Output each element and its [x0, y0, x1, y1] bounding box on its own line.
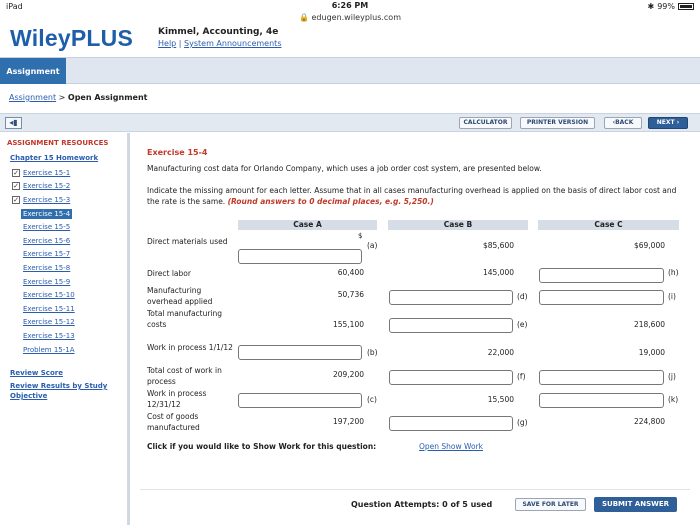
tag-g: (g) — [517, 418, 528, 427]
list-item[interactable] — [12, 329, 128, 343]
input-g[interactable] — [389, 416, 513, 431]
list-item[interactable] — [12, 316, 128, 330]
tab-bar — [0, 57, 700, 84]
checkbox-checked-icon: ✓ — [13, 195, 19, 204]
row-label-direct-labor: Direct labor — [147, 269, 191, 278]
row-label-overhead: Manufacturing overhead applied — [147, 286, 213, 306]
next-button[interactable] — [648, 117, 688, 129]
exercise-link[interactable]: Exercise 15-12 — [23, 318, 75, 327]
input-f[interactable] — [389, 370, 513, 385]
battery-percent: 99% — [657, 2, 675, 11]
tag-c: (c) — [367, 395, 377, 404]
case-a-header: Case A — [238, 220, 377, 230]
exercise-link[interactable]: Exercise 15-10 — [23, 291, 75, 300]
review-results-link[interactable]: Review Results by Study Objective — [10, 382, 108, 400]
open-show-work-link[interactable]: Open Show Work — [419, 442, 484, 451]
list-item-active[interactable] — [12, 207, 128, 221]
assignment-toolbar — [0, 113, 700, 132]
value-b-direct-labor: 145,000 — [482, 268, 514, 277]
case-c-header: Case C — [538, 220, 679, 230]
value-b-wip-end: 15,500 — [487, 395, 514, 404]
value-c-direct-materials: $69,000 — [633, 241, 665, 250]
course-title: Kimmel, Accounting, 4e — [158, 27, 279, 37]
row-label-direct-materials: Direct materials used — [147, 237, 228, 246]
value-b-wip-begin: 22,000 — [487, 348, 514, 357]
question-attempts: Question Attempts: 0 of 5 used — [351, 500, 493, 509]
url-bar[interactable] — [0, 13, 700, 22]
wileyplus-logo[interactable]: WileyPLUS — [10, 25, 134, 51]
lock-icon: 🔒 — [298, 13, 309, 22]
list-item[interactable] — [12, 193, 128, 207]
next-label: NEXT — [656, 119, 675, 126]
battery-icon — [678, 3, 694, 10]
list-item[interactable] — [12, 261, 128, 275]
tag-k: (k) — [668, 395, 679, 404]
instruction-text: Indicate the missing amount for each letter. Assume that in all cases manufacturing overhead is applied on the basis of direct labor cost and the rate is the same. — [147, 186, 677, 206]
input-k[interactable] — [539, 393, 664, 408]
show-work-prompt — [147, 442, 484, 451]
tab-assignment[interactable]: Assignment — [0, 58, 66, 84]
back-button[interactable] — [604, 117, 642, 129]
tag-j: (j) — [668, 372, 676, 381]
exercise-link[interactable]: Exercise 15-4 — [23, 209, 71, 218]
breadcrumb — [9, 93, 148, 102]
list-item[interactable] — [12, 166, 128, 180]
value-a-total-manufacturing: 155,100 — [332, 320, 364, 329]
exercise-description: Manufacturing cost data for Orlando Company, which uses a job order cost system, are presented below. — [147, 164, 542, 173]
value-b-direct-materials: $85,600 — [482, 241, 514, 250]
exercise-link[interactable]: Exercise 15-8 — [23, 263, 71, 272]
value-a-cogm: 197,200 — [332, 417, 364, 426]
exercise-link[interactable]: Exercise 15-2 — [23, 182, 71, 191]
chevron-right-icon: › — [676, 119, 680, 126]
exercise-panel — [140, 140, 690, 485]
exercise-list — [12, 166, 128, 356]
tag-h: (h) — [668, 268, 679, 277]
checkbox-checked-icon: ✓ — [13, 182, 19, 191]
divider — [140, 489, 690, 490]
collapse-sidebar-icon[interactable]: ◂▮ — [5, 117, 22, 129]
announcements-link[interactable]: System Announcements — [184, 39, 282, 48]
breadcrumb-current: Open Assignment — [67, 93, 148, 102]
value-a-direct-labor: 60,400 — [337, 268, 364, 277]
row-label-wip-end: Work in process 12/31/12 — [147, 389, 207, 409]
tag-i: (i) — [668, 292, 676, 301]
tag-a: (a) — [367, 241, 378, 250]
list-item[interactable] — [12, 248, 128, 262]
chevron-left-icon: ‹ — [612, 119, 616, 126]
exercise-link[interactable]: Exercise 15-1 — [23, 168, 71, 177]
input-c[interactable] — [238, 393, 362, 408]
value-a-overhead: 50,736 — [337, 290, 364, 299]
url-text: edugen.wileyplus.com — [311, 13, 401, 22]
input-d[interactable] — [389, 290, 513, 305]
clock: 6:26 PM — [331, 1, 369, 10]
list-item[interactable] — [12, 302, 128, 316]
input-a[interactable] — [238, 249, 362, 264]
row-label-total-wip: Total cost of work in process — [147, 366, 222, 386]
exercise-link[interactable]: Exercise 15-13 — [23, 331, 75, 340]
row-label-total-manufacturing: Total manufacturing costs — [147, 309, 223, 329]
case-b-header: Case B — [388, 220, 528, 230]
link-separator: | — [178, 39, 182, 48]
currency-symbol: $ — [358, 232, 363, 240]
exercise-link[interactable]: Exercise 15-6 — [23, 236, 71, 245]
help-link[interactable]: Help — [158, 39, 177, 48]
list-item[interactable] — [12, 343, 128, 357]
tag-f: (f) — [517, 372, 526, 381]
chapter-link[interactable]: Chapter 15 Homework — [10, 154, 99, 162]
tag-d: (d) — [517, 292, 528, 301]
review-score-link[interactable]: Review Score — [10, 369, 63, 377]
exercise-instruction — [147, 185, 677, 207]
show-work-question: Click if you would like to Show Work for this question: — [147, 442, 377, 451]
input-h[interactable] — [539, 268, 664, 283]
checkbox-checked-icon: ✓ — [13, 168, 19, 177]
row-label-cogm: Cost of goods manufactured — [147, 412, 200, 432]
breadcrumb-separator: > — [58, 93, 66, 102]
printer-version-button[interactable]: PRINTER VERSION — [520, 117, 595, 129]
tag-e: (e) — [517, 320, 528, 329]
row-label-wip-begin: Work in process 1/1/12 — [147, 343, 233, 352]
instruction-note: (Round answers to 0 decimal places, e.g. 5,250.) — [227, 197, 434, 206]
input-j[interactable] — [539, 370, 664, 385]
bluetooth-icon: ✱ — [647, 2, 655, 11]
exercise-title: Exercise 15-4 — [147, 148, 208, 157]
assignment-resources-sidebar — [0, 133, 130, 525]
value-c-total-manufacturing: 218,600 — [633, 320, 665, 329]
input-b[interactable] — [238, 345, 362, 360]
exercise-link[interactable]: Exercise 15-7 — [23, 250, 71, 259]
sidebar-title: ASSIGNMENT RESOURCES — [7, 139, 109, 147]
status-bar — [0, 0, 700, 14]
value-c-cogm: 224,800 — [633, 417, 665, 426]
breadcrumb-assignment-link[interactable]: Assignment — [9, 93, 57, 102]
save-for-later-button[interactable]: SAVE FOR LATER — [515, 498, 586, 511]
exercise-link[interactable]: Exercise 15-3 — [23, 195, 71, 204]
list-item[interactable] — [12, 288, 128, 302]
device-label: iPad — [6, 2, 23, 11]
exercise-link[interactable]: Problem 15-1A — [23, 345, 75, 354]
exercise-link[interactable]: Exercise 15-11 — [23, 304, 75, 313]
submit-answer-button[interactable]: SUBMIT ANSWER — [594, 497, 677, 512]
list-item[interactable] — [12, 234, 128, 248]
value-c-wip-begin: 19,000 — [638, 348, 665, 357]
input-i[interactable] — [539, 290, 664, 305]
calculator-button[interactable]: CALCULATOR — [459, 117, 512, 129]
back-label: BACK — [615, 119, 634, 126]
list-item[interactable] — [12, 180, 128, 194]
value-a-total-wip: 209,200 — [332, 370, 364, 379]
app-header — [0, 24, 700, 56]
tag-b: (b) — [367, 348, 378, 357]
header-links — [158, 39, 281, 48]
input-e[interactable] — [389, 318, 513, 333]
exercise-link[interactable]: Exercise 15-9 — [23, 277, 71, 286]
list-item[interactable] — [12, 275, 128, 289]
list-item[interactable] — [12, 220, 128, 234]
exercise-link[interactable]: Exercise 15-5 — [23, 223, 71, 232]
battery-status — [648, 2, 694, 11]
